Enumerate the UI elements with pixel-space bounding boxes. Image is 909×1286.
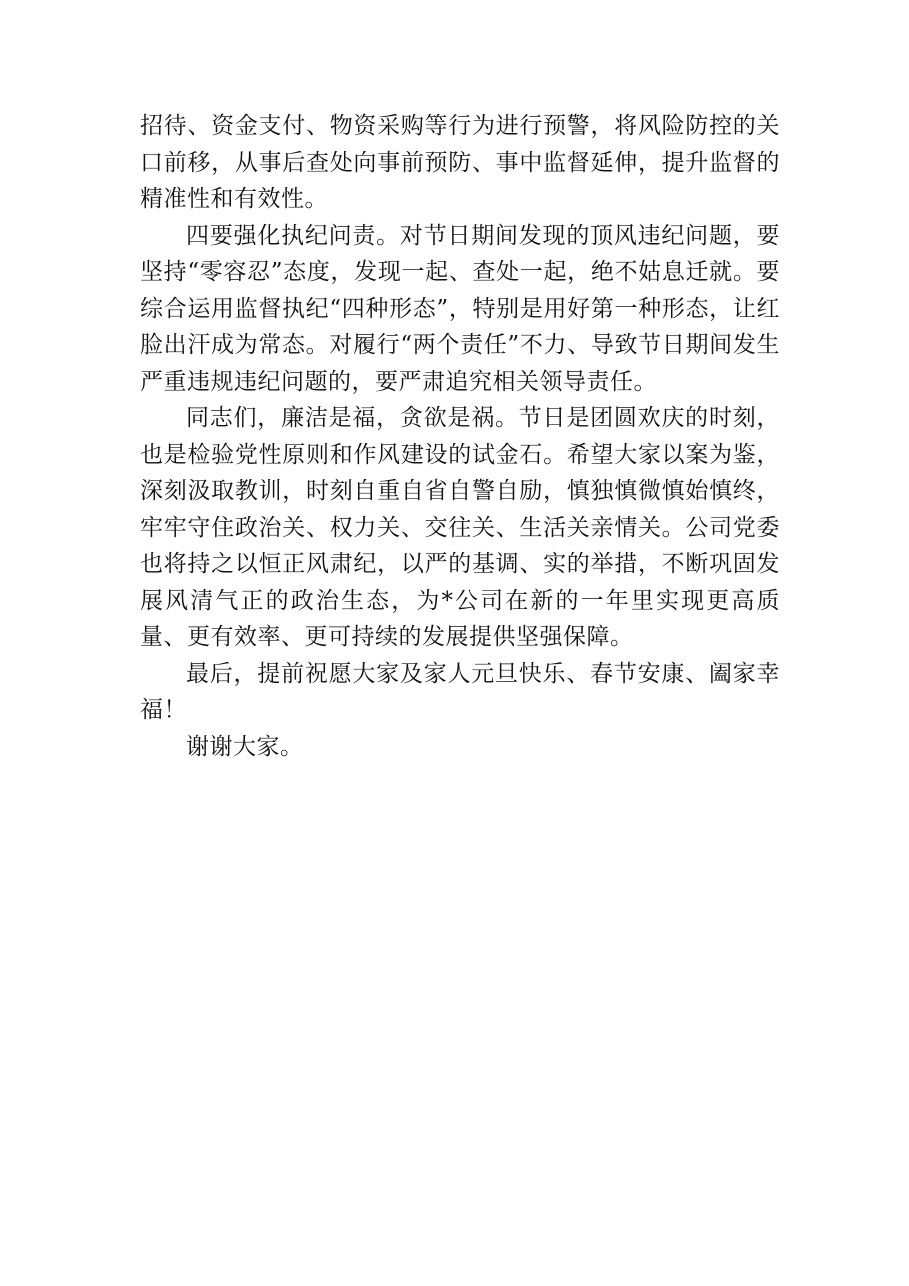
paragraph-integrity: 同志们，廉洁是福，贪欲是祸。节日是团圆欢庆的时刻，也是检验党性原则和作风建设的试金石。希望大家以案为鉴，深刻汲取教训，时刻自重自省自警自励，慎独慎微慎始慎终，牢牢守住政治关、权力关、交往关、生活关亲情关。公司党委也将持之以恒正风肃纪，以严的基调、实的举措，不断巩固发展风清气正的政治生态，为*公司在新的一年里实现更高质量、更有效率、更可持续的发展提供坚强保障。	[140, 405, 780, 650]
paragraph-greetings: 最后，提前祝愿大家及家人元旦快乐、春节安康、阖家幸福！	[140, 660, 780, 723]
paragraph-accountability: 四要强化执纪问责。对节日期间发现的顶风违纪问题，要坚持“零容忍”态度，发现一起、查处一起，绝不姑息迁就。要综合运用监督执纪“四种形态”，特别是用好第一种形态，让红脸出汗成为常态。对履行“两个责任”不力、导致节日期间发生严重违规违纪问题的，要严肃追究相关领导责任。	[140, 222, 780, 395]
paragraph-continuation: 招待、资金支付、物资采购等行为进行预警，将风险防控的关口前移，从事后查处向事前预防、事中监督延伸，提升监督的精准性和有效性。	[140, 113, 780, 212]
document-body	[140, 108, 780, 765]
paragraph-thanks: 谢谢大家。	[186, 733, 304, 760]
